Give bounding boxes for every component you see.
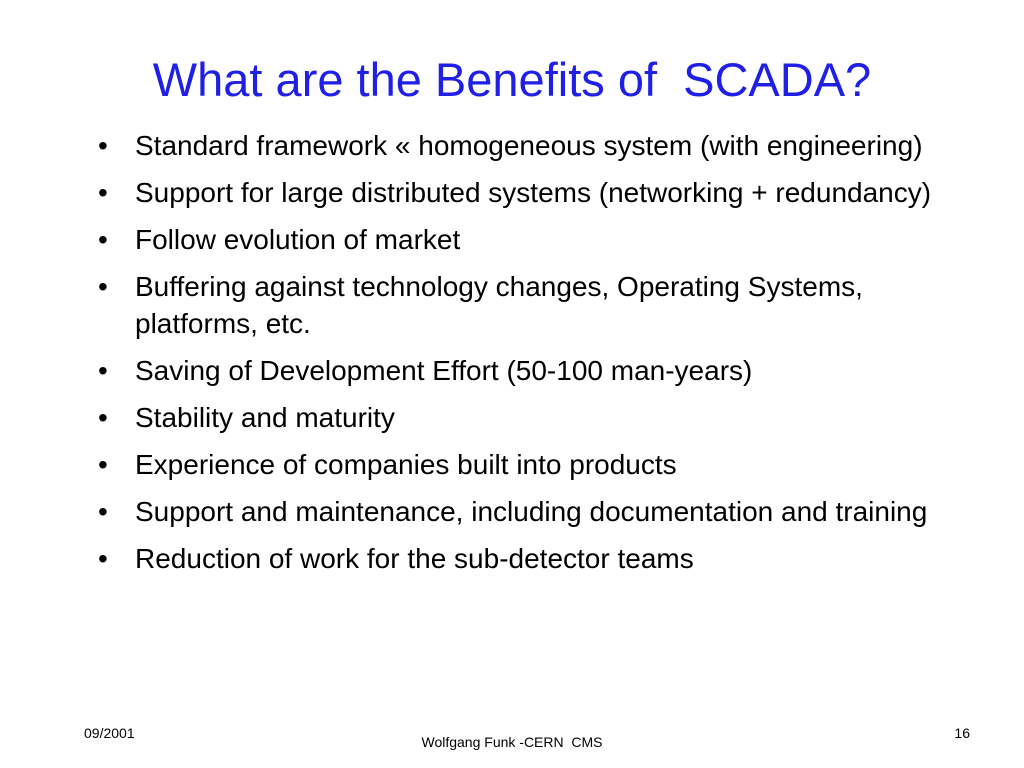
bullet-list (98, 127, 968, 587)
bullet-icon: • (98, 355, 108, 386)
slide-title: What are the Benefits of SCADA? (152, 53, 872, 106)
page-number: 16 (954, 725, 970, 741)
bullet-item (98, 221, 968, 258)
bullet-item (98, 127, 968, 164)
bullet-item (98, 268, 968, 342)
footer-date: 09/2001 (84, 725, 135, 741)
bullet-text: Experience of companies built into products (135, 449, 677, 480)
bullet-text: Reduction of work for the sub-detector teams (135, 543, 694, 574)
bullet-item (98, 352, 968, 389)
bullet-icon: • (98, 496, 108, 527)
bullet-text: Follow evolution of market (135, 224, 461, 255)
bullet-text: Standard framework « homogeneous system (with engineering) (135, 130, 923, 161)
footer-author: Wolfgang Funk -CERN CMS (421, 734, 603, 750)
bullet-item (98, 493, 968, 530)
bullet-icon: • (98, 177, 108, 208)
bullet-icon: • (98, 543, 108, 574)
bullet-text: Buffering against technology changes, Operating Systems, platforms, etc. (135, 271, 863, 339)
bullet-icon: • (98, 130, 108, 161)
bullet-icon: • (98, 271, 108, 302)
bullet-icon: • (98, 402, 108, 433)
bullet-text: Support for large distributed systems (networking + redundancy) (135, 177, 932, 208)
bullet-text: Saving of Development Effort (50-100 man-years) (135, 355, 753, 386)
bullet-icon: • (98, 449, 108, 480)
bullet-text: Stability and maturity (135, 402, 395, 433)
bullet-item (98, 540, 968, 577)
bullet-text: Support and maintenance, including documentation and training (135, 496, 928, 527)
bullet-icon: • (98, 224, 108, 255)
bullet-item (98, 446, 968, 483)
bullet-item (98, 174, 968, 211)
bullet-item (98, 399, 968, 436)
